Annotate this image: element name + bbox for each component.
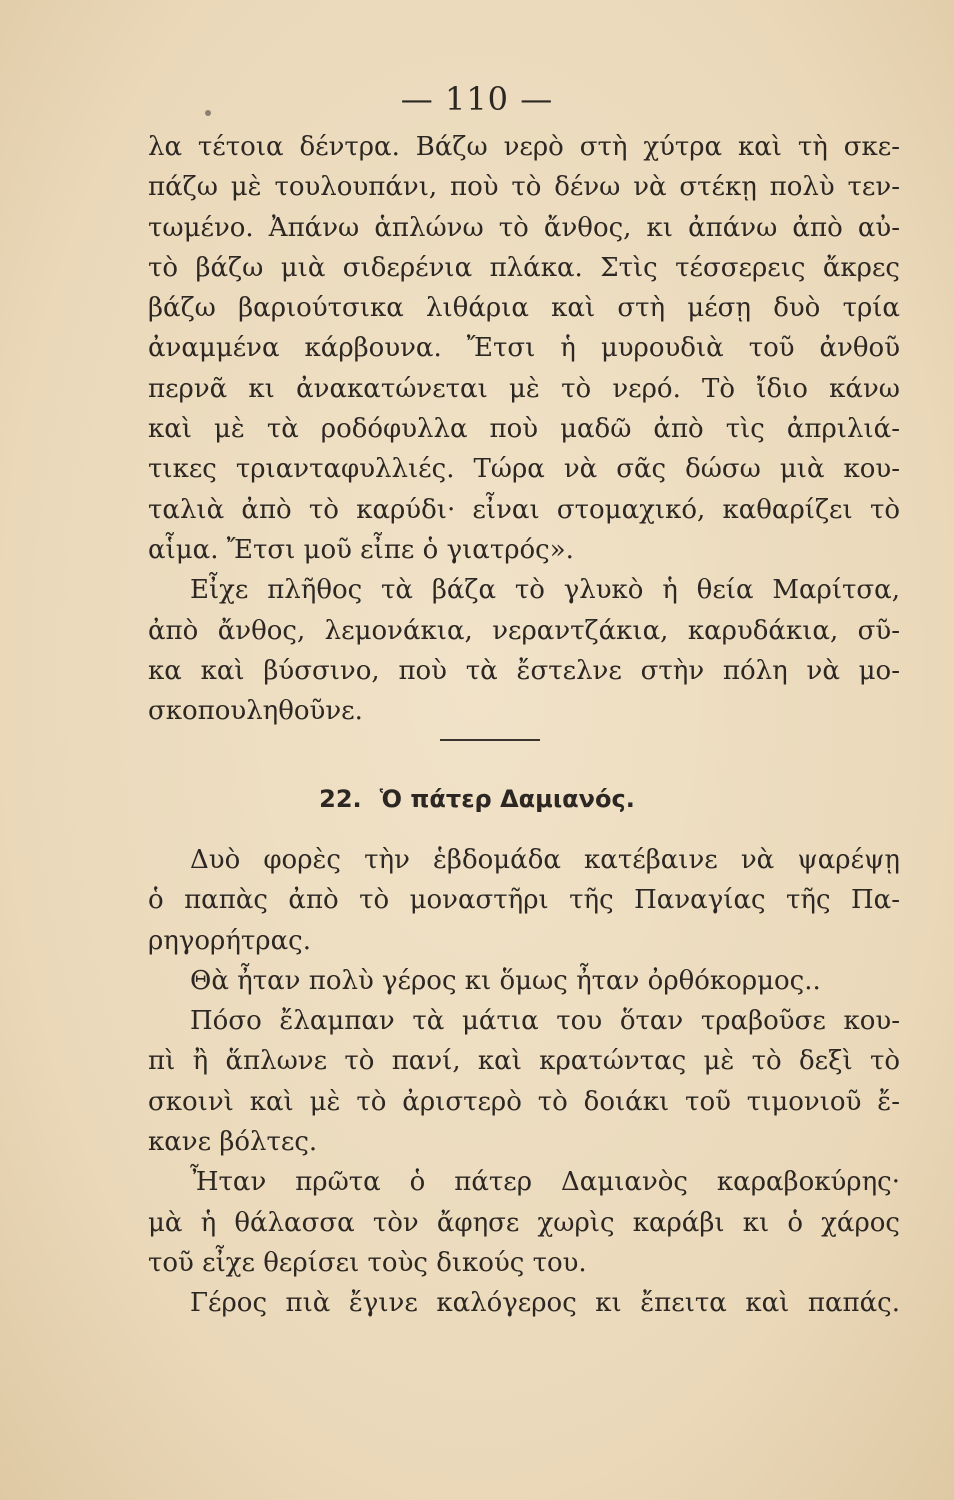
chapter-number: 22. [319, 785, 362, 813]
text-line: αἷμα. Ἔτσι μοῦ εἶπε ὁ γιατρός». [148, 534, 574, 565]
chapter-heading [0, 785, 954, 813]
text-line: Εἶχε πλῆθος τὰ βάζα τὸ γλυκὸ ἡ θεία Μαρίτσα, [190, 575, 900, 606]
text-line: τικες τριανταφυλλιές. Τώρα νὰ σᾶς δώσω μιὰ κου- [148, 454, 900, 485]
text-line: κανε βόλτες. [148, 1127, 318, 1158]
text-line: ἀναμμένα κάρβουνα. Ἔτσι ἡ μυρουδιὰ τοῦ ἀνθοῦ [148, 333, 900, 364]
text-line: Δυὸ φορὲς τὴν ἑβδομάδα κατέβαινε νὰ ψαρέψῃ [190, 845, 900, 875]
text-line: περνᾶ κι ἀνακατώνεται μὲ τὸ νερό. Τὸ ἴδιο κάνω [148, 373, 900, 404]
section-divider [440, 739, 540, 741]
text-line: λα τέτοια δέντρα. Βάζω νερὸ στὴ χύτρα καὶ τὴ σκε- [148, 132, 900, 162]
text-line: σκοινὶ καὶ μὲ τὸ ἀριστερὸ τὸ δοιάκι τοῦ τιμονιοῦ ἔ- [148, 1086, 900, 1117]
text-line: βάζω βαριούτσικα λιθάρια καὶ στὴ μέσῃ δυὸ τρία [148, 293, 900, 324]
paragraph-block-2 [148, 840, 900, 1324]
text-line: σκοπουληθοῦνε. [148, 696, 363, 727]
text-line: τὸ βάζω μιὰ σιδερένια πλάκα. Στὶς τέσσερεις ἄκρες [148, 252, 900, 283]
text-line: Γέρος πιὰ ἔγινε καλόγερος κι ἔπειτα καὶ παπάς. [190, 1288, 900, 1319]
text-line: τοῦ εἶχε θερίσει τοὺς δικούς του. [148, 1247, 587, 1278]
text-line: ρηγορήτρας. [148, 925, 311, 956]
text-line: ταλιὰ ἀπὸ τὸ καρύδι· εἶναι στομαχικό, καθαρίζει τὸ [148, 494, 900, 525]
text-line: κα καὶ βύσσινο, ποὺ τὰ ἔστελνε στὴν πόλη νὰ μο- [148, 655, 900, 686]
text-line: τωμένο. Ἀπάνω ἁπλώνω τὸ ἄνθος, κι ἀπάνω ἀπὸ αὐ- [148, 212, 900, 243]
text-line: πάζω μὲ τουλουπάνι, ποὺ τὸ δένω νὰ στέκῃ πολὺ τεν- [148, 172, 900, 203]
text-line: Πόσο ἔλαμπαν τὰ μάτια του ὅταν τραβοῦσε κου- [190, 1006, 900, 1037]
text-line: ὁ παπὰς ἀπὸ τὸ μοναστῆρι τῆς Παναγίας τῆς Πα- [148, 885, 900, 916]
text-line: μὰ ἡ θάλασσα τὸν ἄφησε χωρὶς καράβι κι ὁ χάρος [148, 1207, 900, 1238]
paragraph-block-1 [148, 127, 900, 731]
text-line: καὶ μὲ τὰ ροδόφυλλα ποὺ μαδῶ ἀπὸ τὶς ἀπριλιά- [148, 414, 900, 445]
page-number: — 110 — [400, 80, 554, 118]
chapter-title: Ὁ πάτερ Δαμιανός. [379, 785, 635, 813]
text-line: πὶ ἢ ἅπλωνε τὸ πανί, καὶ κρατώντας μὲ τὸ δεξὶ τὸ [148, 1046, 900, 1077]
text-line: Ἦταν πρῶτα ὁ πάτερ Δαμιανὸς καραβοκύρης· [190, 1167, 900, 1198]
text-line: Θὰ ἦταν πολὺ γέρος κι ὅμως ἦταν ὀρθόκορμος.. [190, 965, 821, 996]
text-line: ἀπὸ ἄνθος, λεμονάκια, νεραντζάκια, καρυδάκια, σῦ- [148, 615, 900, 646]
